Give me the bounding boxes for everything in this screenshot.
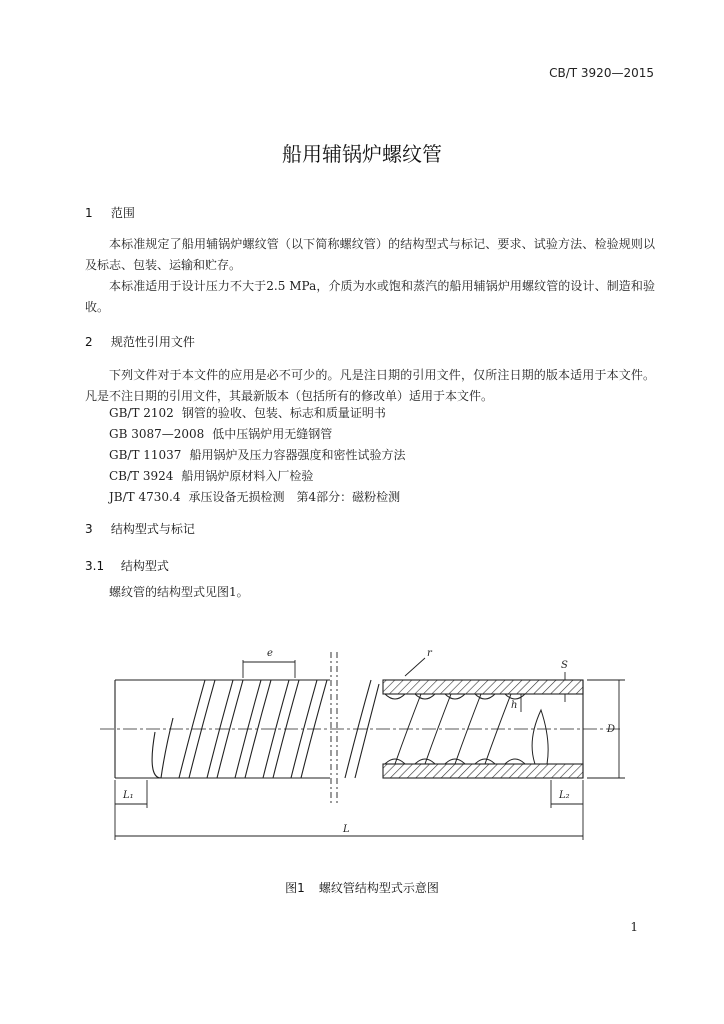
break-lines bbox=[331, 652, 337, 805]
radius-label: r bbox=[427, 648, 432, 659]
length-label: L bbox=[343, 824, 350, 835]
reference-title: 船用锅炉及压力容器强度和密性试验方法 bbox=[189, 448, 406, 462]
section-number: 1 bbox=[85, 206, 93, 220]
depth-label: h bbox=[511, 700, 518, 711]
figure-1-diagram bbox=[95, 640, 635, 865]
reference-title: 船用锅炉原材料入厂检验 bbox=[181, 469, 314, 483]
section-1-heading bbox=[85, 204, 135, 221]
reference-item bbox=[109, 445, 405, 466]
reference-item bbox=[109, 403, 405, 424]
reference-item bbox=[109, 424, 405, 445]
reference-item bbox=[109, 466, 405, 487]
reference-code: GB/T 11037 bbox=[109, 448, 182, 462]
reference-code: GB/T 2102 bbox=[109, 406, 174, 420]
reference-list bbox=[109, 403, 405, 508]
reference-code: GB 3087—2008 bbox=[109, 427, 205, 441]
structure-text: 螺纹管的结构型式见图1。 bbox=[109, 585, 249, 599]
scope-paragraph-2: 本标准适用于设计压力不大于2.5 MPa，介质为水或饱和蒸汽的船用辅锅炉用螺纹管的设计、制造和验收。 bbox=[85, 279, 655, 314]
standard-number: CB/T 3920—2015 bbox=[549, 66, 654, 80]
section-3-1-heading bbox=[85, 557, 169, 574]
pitch-label: e bbox=[267, 648, 273, 659]
pitch-dimension bbox=[243, 660, 295, 678]
end-left-dimension bbox=[115, 780, 147, 840]
document-title: 船用辅锅炉螺纹管 bbox=[282, 142, 442, 166]
figure-number: 图1 bbox=[285, 881, 305, 895]
end-right-label: L₂ bbox=[559, 790, 570, 801]
section-3-heading bbox=[85, 520, 195, 537]
section-number: 2 bbox=[85, 335, 93, 349]
reference-item bbox=[109, 487, 405, 508]
reference-title: 低中压锅炉用无缝钢管 bbox=[212, 427, 333, 441]
wall-label: S bbox=[561, 660, 568, 671]
end-left-label: L₁ bbox=[123, 790, 134, 801]
radius-leader bbox=[405, 658, 425, 676]
section-title: 结构型式 bbox=[120, 559, 169, 573]
scope-paragraph-1: 本标准规定了船用辅锅炉螺纹管（以下简称螺纹管）的结构型式与标记、要求、试验方法、检验规则以及标志、包装、运输和贮存。 bbox=[85, 237, 655, 272]
page-number: 1 bbox=[630, 920, 638, 934]
end-right-dimension bbox=[551, 780, 583, 840]
reference-title: 承压设备无损检测 第4部分：磁粉检测 bbox=[188, 490, 401, 504]
references-intro: 下列文件对于本文件的应用是必不可少的。凡是注日期的引用文件，仅所注日期的版本适用于本文件。凡是不注日期的引用文件，其最新版本（包括所有的修改单）适用于本文件。 bbox=[85, 368, 655, 403]
section-title: 结构型式与标记 bbox=[110, 522, 195, 536]
section-number: 3.1 bbox=[85, 559, 105, 573]
section-2-heading bbox=[85, 333, 195, 350]
reference-code: JB/T 4730.4 bbox=[109, 490, 181, 504]
section-number: 3 bbox=[85, 522, 93, 536]
figure-caption bbox=[0, 879, 724, 896]
section-title: 规范性引用文件 bbox=[110, 335, 195, 349]
section-title: 范围 bbox=[110, 206, 135, 220]
reference-title: 钢管的验收、包装、标志和质量证明书 bbox=[181, 406, 386, 420]
reference-code: CB/T 3924 bbox=[109, 469, 174, 483]
diameter-label: D bbox=[607, 724, 616, 735]
figure-caption-text: 螺纹管结构型式示意图 bbox=[318, 881, 439, 895]
